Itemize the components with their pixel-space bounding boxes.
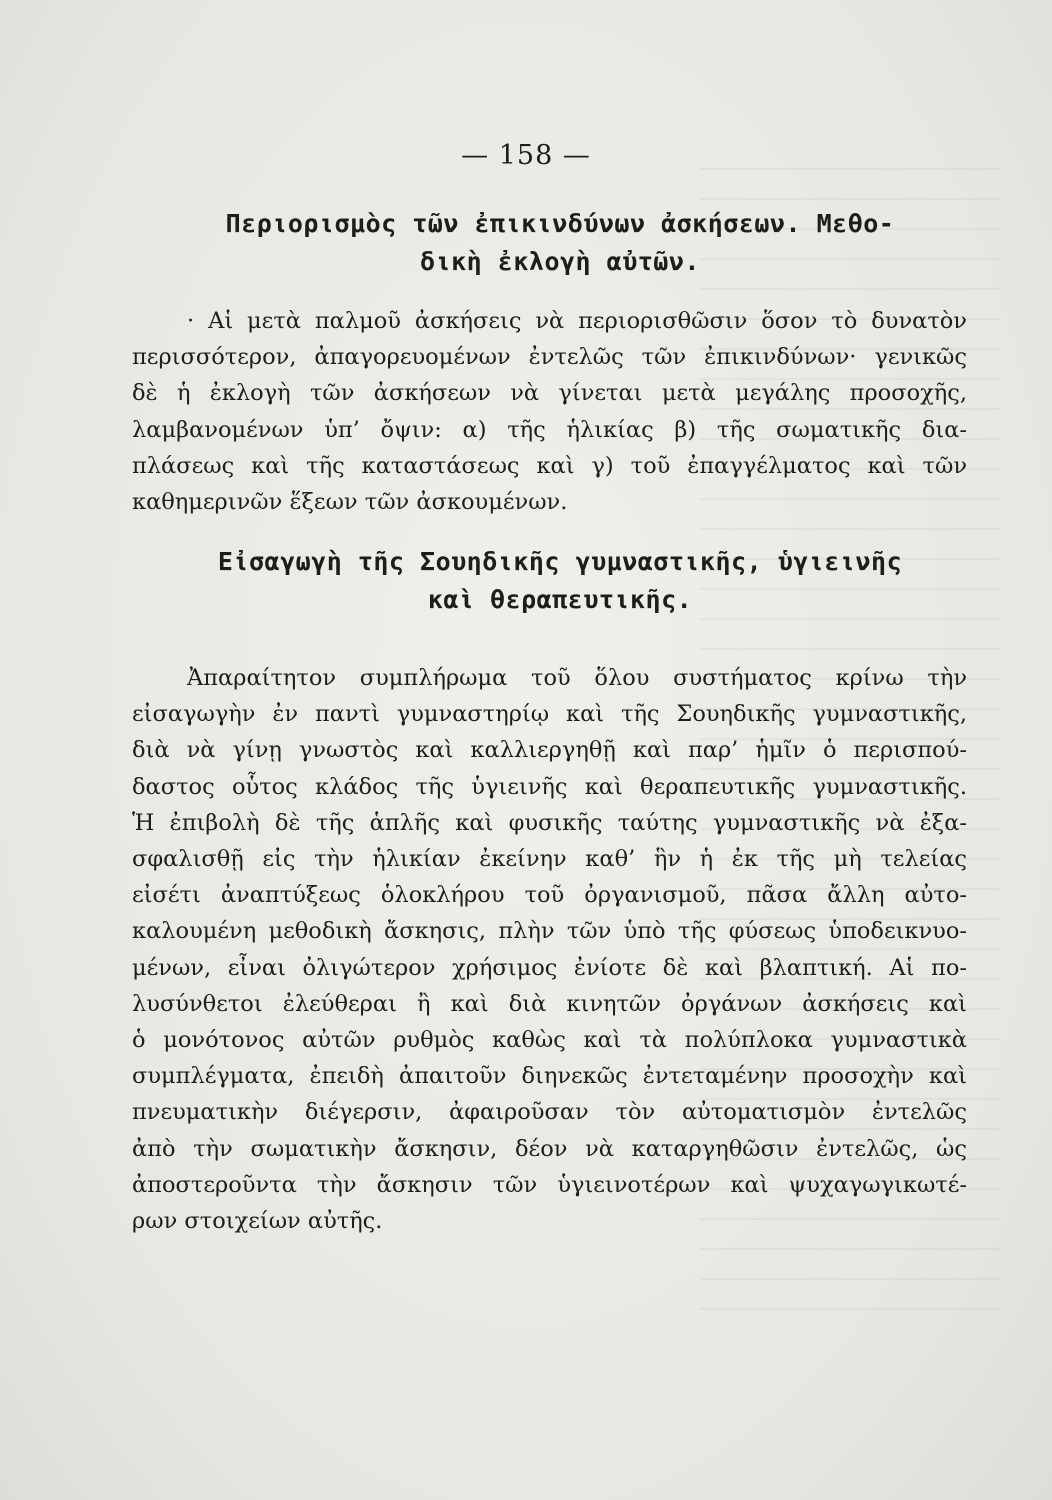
text-line: ὁ μονότονος αὐτῶν ρυθμὸς καθὼς καὶ τὰ πολύπλοκα γυμναστικὰ <box>132 1027 967 1054</box>
text-line: λαμβανομένων ὑπ’ ὄψιν: α) τῆς ἡλικίας β) τῆς σωματικῆς δια- <box>132 416 967 443</box>
heading-line: Περιορισμὸς τῶν ἐπικινδύνων ἀσκήσεων. Μεθο- <box>225 209 895 238</box>
text-line: καλουμένη μεθοδικὴ ἄσκησις, πλὴν τῶν ὑπὸ τῆς φύσεως ὑποδεικνυο- <box>132 918 967 945</box>
text-line: διὰ νὰ γίνῃ γνωστὸς καὶ καλλιεργηθῇ καὶ παρ’ ἡμῖν ὁ περισπού- <box>132 737 967 764</box>
text-line: περισσότερον, ἀπαγορευομένων ἐντελῶς τῶν ἐπικινδύνων· γενικῶς <box>132 344 967 371</box>
text-line: δὲ ἡ ἐκλογὴ τῶν ἀσκήσεων νὰ γίνεται μετὰ μεγάλης προσοχῆς, <box>132 380 967 407</box>
section-heading-restriction <box>150 205 970 281</box>
text-line: εἰσέτι ἀναπτύξεως ὁλοκλήρου τοῦ ὀργανισμοῦ, πᾶσα ἄλλη αὐτο- <box>132 882 967 909</box>
text-line: ρων στοιχείων αὐτῆς. <box>132 1208 383 1235</box>
heading-line: δικὴ ἐκλογὴ αὐτῶν. <box>420 247 700 276</box>
text-line: μένων, εἶναι ὀλιγώτερον χρήσιμος ἐνίοτε δὲ καὶ βλαπτική. Αἱ πο- <box>132 954 967 981</box>
text-line: λυσύνθετοι ἐλεύθεραι ἢ καὶ διὰ κινητῶν ὀργάνων ἀσκήσεις καὶ <box>132 990 967 1017</box>
paragraph-exercise-selection <box>132 303 967 520</box>
heading-line: Εἰσαγωγὴ τῆς Σουηδικῆς γυμναστικῆς, ὑγιεινῆς <box>217 547 903 576</box>
text-line: εἰσαγωγὴν ἐν παντὶ γυμναστηρίῳ καὶ τῆς Σουηδικῆς γυμναστικῆς, <box>132 701 967 728</box>
text-line: Ἀπαραίτητον συμπλήρωμα τοῦ ὅλου συστήματος κρίνω τὴν <box>187 665 967 691</box>
text-line: πλάσεως καὶ τῆς καταστάσεως καὶ γ) τοῦ ἐπαγγέλματος καὶ τῶν <box>132 452 967 479</box>
text-line: ἀπὸ τὴν σωματικὴν ἄσκησιν, δέον νὰ καταργηθῶσιν ἐντελῶς, ὡς <box>132 1135 967 1162</box>
page-number: — 158 — <box>461 140 591 171</box>
text-line: καθημερινῶν ἕξεων τῶν ἀσκουμένων. <box>132 489 568 516</box>
paragraph-swedish-gymnastics <box>132 660 967 1239</box>
heading-line: καὶ θεραπευτικῆς. <box>427 585 693 614</box>
text-line: δαστος οὗτος κλάδος τῆς ὑγιεινῆς καὶ θεραπευτικῆς γυμναστικῆς. <box>132 773 967 800</box>
text-line: Ἡ ἐπιβολὴ δὲ τῆς ἁπλῆς καὶ φυσικῆς ταύτης γυμναστικῆς νὰ ἐξα- <box>132 809 967 836</box>
text-line: συμπλέγματα, ἐπειδὴ ἀπαιτοῦν διηνεκῶς ἐντεταμένην προσοχὴν καὶ <box>132 1063 967 1090</box>
text-line: · Αἱ μετὰ παλμοῦ ἀσκήσεις νὰ περιορισθῶσιν ὅσον τὸ δυνατὸν <box>187 308 967 334</box>
text-line: ἀποστεροῦντα τὴν ἄσκησιν τῶν ὑγιεινοτέρων καὶ ψυχαγωγικωτέ- <box>132 1171 967 1198</box>
section-heading-swedish-gymnastics <box>150 543 970 619</box>
text-line: σφαλισθῇ εἰς τὴν ἡλικίαν ἐκείνην καθ’ ἣν ἡ ἐκ τῆς μὴ τελείας <box>132 846 967 873</box>
text-line: πνευματικὴν διέγερσιν, ἀφαιροῦσαν τὸν αὐτοματισμὸν ἐντελῶς <box>132 1099 967 1126</box>
